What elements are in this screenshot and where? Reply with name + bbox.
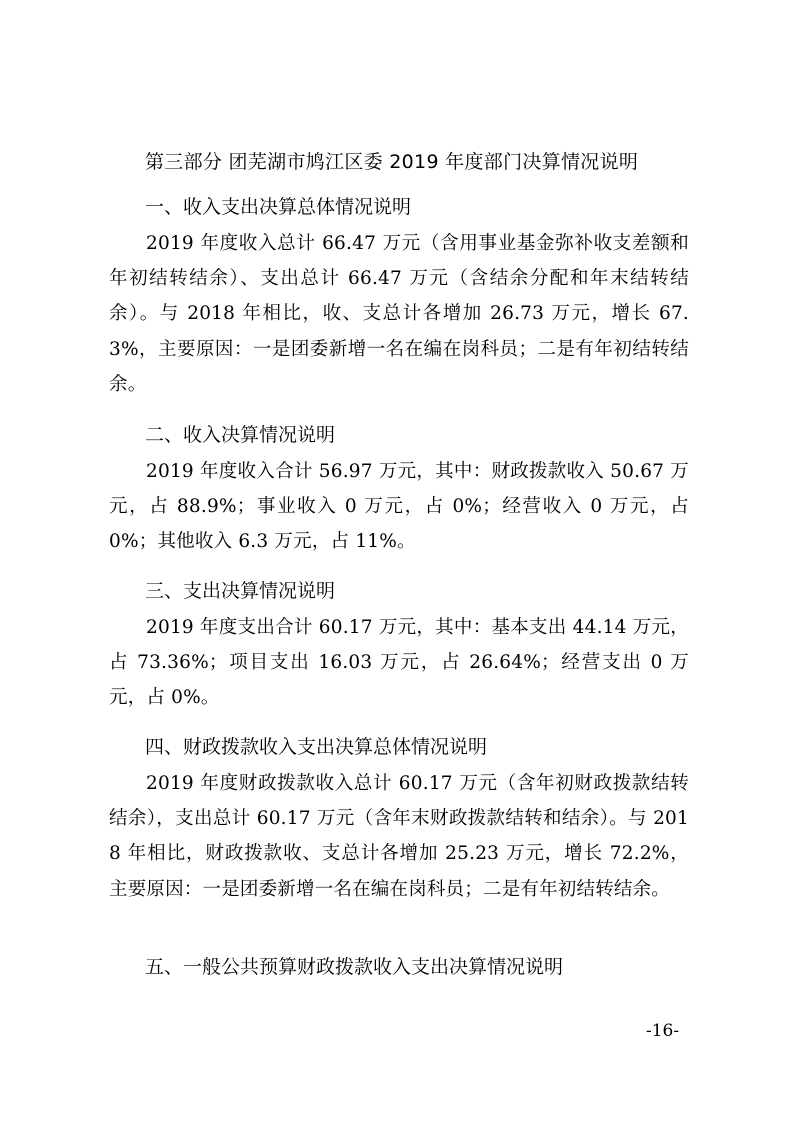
section-paragraph-2: 2019 年度收入合计 56.97 万元，其中：财政拨款收入 50.67 万元，占 88.9%；事业收入 0 万元，占 0%；经营收入 0 万元，占 0%；其他收入 6.3 万元，占 11%。 bbox=[109, 461, 689, 553]
section-paragraph-4: 2019 年度财政拨款收入总计 60.17 万元（含年初财政拨款结转结余），支出总计 60.17 万元（含年末财政拨款结转和结余）。与 2018 年相比，财政拨款收、支总计各增加 25.23 万元，增长 72.2%，主要原因：一是团委新增一名在编在岗科员；二是有年初结转结余。 bbox=[109, 773, 689, 900]
section-heading-4: 四、财政拨款收入支出决算总体情况说明 bbox=[145, 736, 488, 758]
section-paragraph-3: 2019 年度支出合计 60.17 万元，其中：基本支出 44.14 万元，占 73.36%；项目支出 16.03 万元，占 26.64%；经营支出 0 万元，占 0%。 bbox=[109, 617, 689, 709]
section-paragraph-1: 2019 年度收入总计 66.47 万元（含用事业基金弥补收支差额和年初结转结余）、支出总计 66.47 万元（含结余分配和年末结转结余）。与 2018 年相比，收、支总计各增加 26.73 万元，增长 67.3%，主要原因：一是团委新增一名在编在岗科员；二是有年初结转结余。 bbox=[109, 233, 690, 395]
section-heading-3: 三、支出决算情况说明 bbox=[145, 580, 336, 602]
section-heading-5: 五、一般公共预算财政拨款收入支出决算情况说明 bbox=[145, 956, 564, 978]
page-number: -16- bbox=[646, 1021, 680, 1041]
section-heading-1: 一、收入支出决算总体情况说明 bbox=[145, 196, 412, 218]
section-heading-2: 二、收入决算情况说明 bbox=[145, 424, 336, 446]
part-title: 第三部分 团芜湖市鸠江区委 2019 年度部门决算情况说明 bbox=[145, 151, 639, 173]
